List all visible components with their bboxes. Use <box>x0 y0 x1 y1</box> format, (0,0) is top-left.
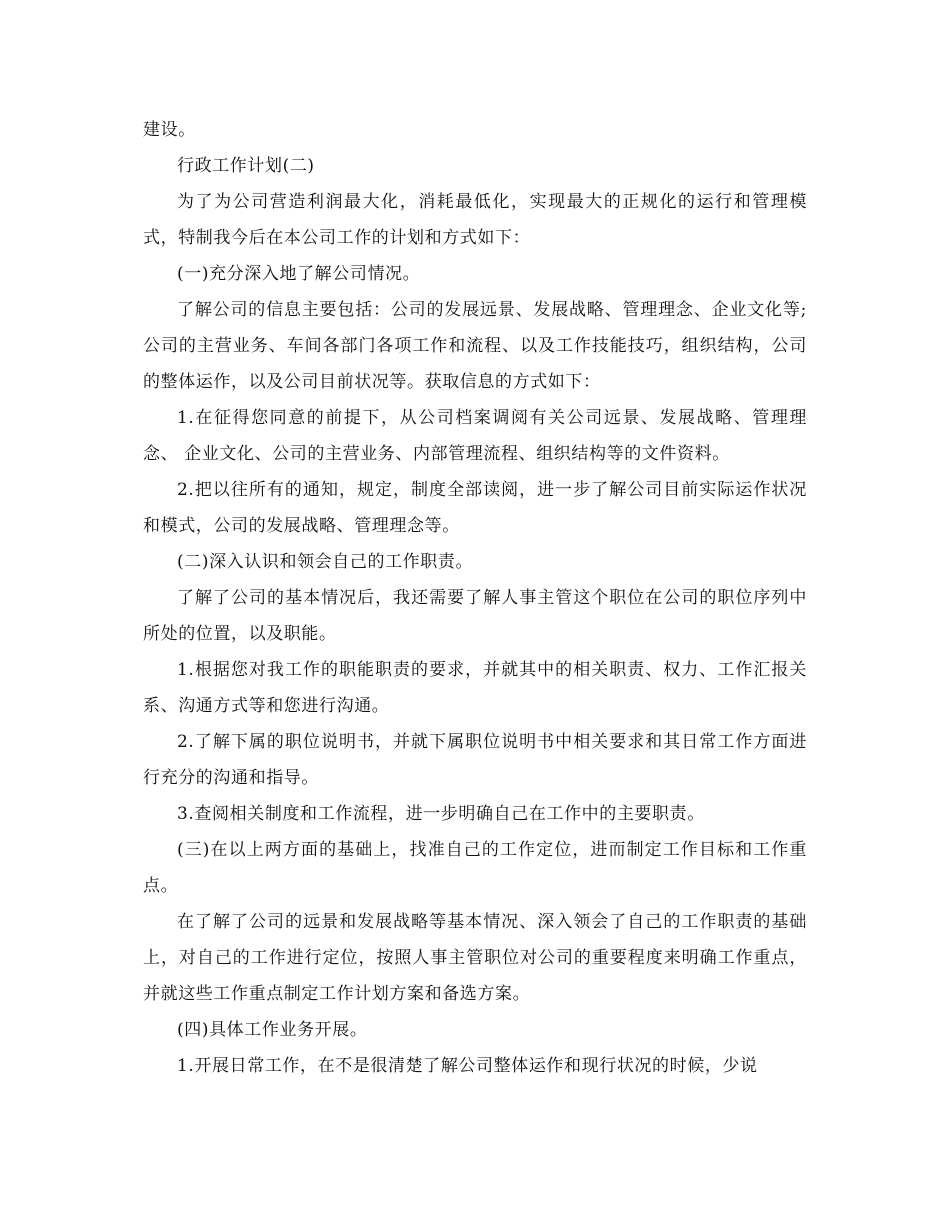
subheading: (一)充分深入地了解公司情况。 <box>177 264 421 284</box>
section-heading: 行政工作计划(二) <box>177 156 315 176</box>
subheading: (三)在以上两方面的基础上，找准自己的工作定位，进而制定工作目标和工作重点。 <box>143 840 807 896</box>
list-item: 1.开展日常工作，在不是很清楚了解公司整体运作和现行状况的时候，少说 <box>177 1056 758 1076</box>
list-item: 2.了解下属的职位说明书，并就下属职位说明书中相关要求和其日常工作方面进行充分的沟通和指导。 <box>143 732 807 788</box>
paragraph: 了解了公司的基本情况后，我还需要了解人事主管这个职位在公司的职位序列中所处的位置，以及职能。 <box>143 588 807 644</box>
list-item: 2.把以往所有的通知，规定，制度全部读阅，进一步了解公司目前实际运作状况和模式，公司的发展战略、管理理念等。 <box>143 480 807 536</box>
paragraph: 在了解了公司的远景和发展战略等基本情况、深入领会了自己的工作职责的基础上，对自己的工作进行定位，按照人事主管职位对公司的重要程度来明确工作重点，并就这些工作重点制定工作计划方案和备选方案。 <box>143 912 807 1004</box>
subheading: (四)具体工作业务开展。 <box>177 1020 368 1040</box>
list-item: 1.根据您对我工作的职能职责的要求，并就其中的相关职责、权力、工作汇报关系、沟通方式等和您进行沟通。 <box>143 660 807 716</box>
paragraph-continuation: 建设。 <box>143 120 196 140</box>
list-item: 3.查阅相关制度和工作流程，进一步明确自己在工作中的主要职责。 <box>177 804 705 824</box>
subheading: (二)深入认识和领会自己的工作职责。 <box>177 552 474 572</box>
paragraph: 为了为公司营造利润最大化，消耗最低化，实现最大的正规化的运行和管理模式，特制我今后在本公司工作的计划和方式如下： <box>143 192 807 248</box>
list-item: 1.在征得您同意的前提下，从公司档案调阅有关公司远景、发展战略、管理理念、 企业文化、公司的主营业务、内部管理流程、组织结构等的文件资料。 <box>143 408 807 464</box>
paragraph: 了解公司的信息主要包括：公司的发展远景、发展战略、管理理念、企业文化等;公司的主营业务、车间各部门各项工作和流程、以及工作技能技巧，组织结构，公司的整体运作，以及公司目前状况等。获取信息的方式如下： <box>143 300 807 392</box>
document-body <box>143 112 807 1084</box>
